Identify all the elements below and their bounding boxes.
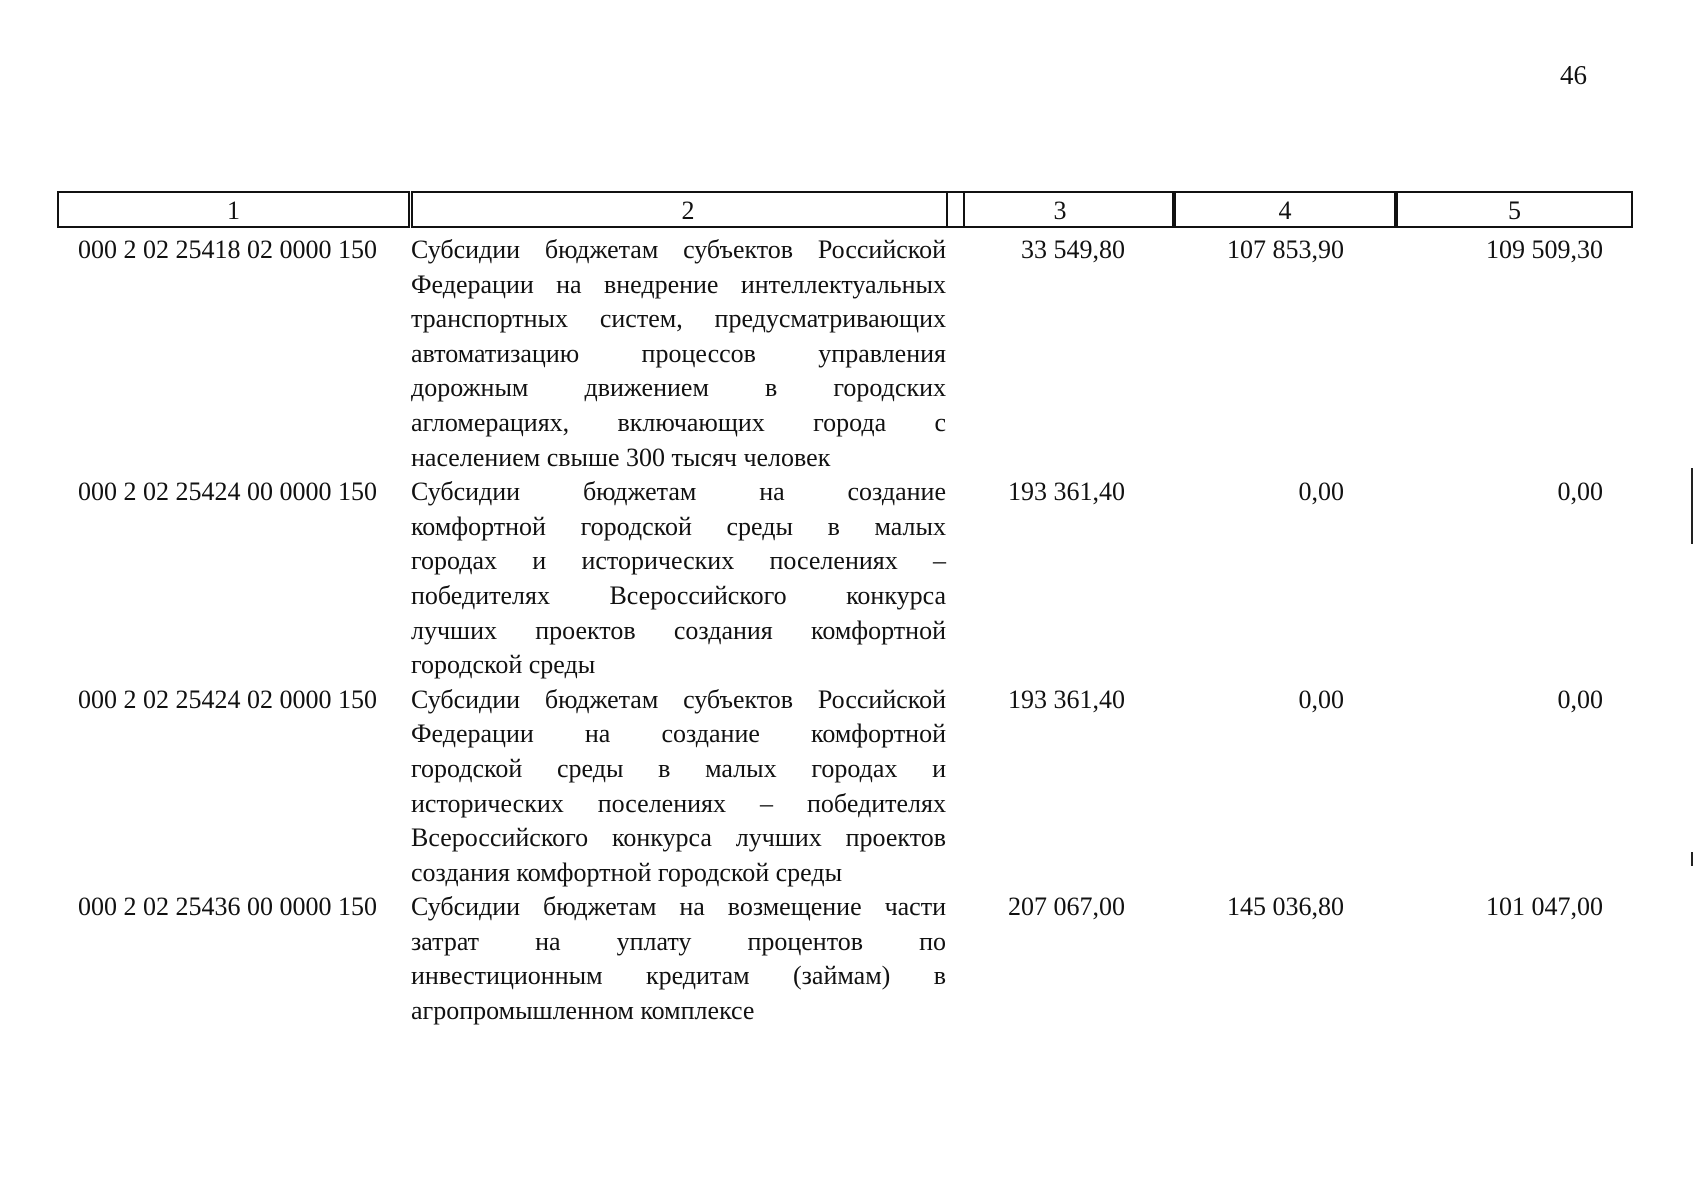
row-col5-value: 109 509,30 bbox=[1486, 235, 1603, 264]
description-line: Всероссийского конкурса лучших проектов bbox=[411, 823, 946, 853]
row-col4-value: 0,00 bbox=[1298, 684, 1344, 714]
row-description bbox=[411, 890, 946, 1028]
description-line: Субсидии бюджетам субъектов Российской bbox=[411, 235, 946, 264]
row-col3-value: 193 361,40 bbox=[1008, 477, 1125, 507]
description-line: Субсидии бюджетам на возмещение части bbox=[411, 892, 946, 922]
description-line: лучших проектов создания комфортной bbox=[411, 615, 946, 645]
description-line: комфортной городской среды в малых bbox=[411, 511, 946, 541]
description-line: Федерации на внедрение интеллектуальных bbox=[411, 269, 946, 299]
table-row bbox=[57, 233, 1633, 475]
header-cell-3: 3 bbox=[946, 191, 1174, 228]
row-col3-value: 207 067,00 bbox=[1008, 892, 1125, 922]
description-line: городской среды в малых городах и bbox=[411, 753, 946, 783]
description-line: Субсидии бюджетам субъектов Российской bbox=[411, 684, 946, 714]
page-number: 46 bbox=[1560, 60, 1587, 90]
description-line: населением свыше 300 тысяч человек bbox=[411, 442, 831, 472]
table-header bbox=[57, 191, 1633, 230]
table-row bbox=[57, 683, 1633, 891]
row-description bbox=[411, 475, 946, 683]
row-col3-value: 193 361,40 bbox=[1008, 684, 1125, 714]
table-row bbox=[57, 890, 1633, 1028]
row-code: 000 2 02 25424 00 0000 150 bbox=[78, 477, 377, 507]
description-line: инвестиционным кредитам (займам) в bbox=[411, 961, 946, 991]
row-description bbox=[411, 233, 946, 475]
row-col5-value: 0,00 bbox=[1557, 477, 1603, 507]
description-line: дорожным движением в городских bbox=[411, 373, 946, 403]
scan-margin-mark bbox=[1691, 852, 1693, 866]
row-col4-value: 0,00 bbox=[1298, 477, 1344, 507]
row-col3-value: 33 549,80 bbox=[1021, 235, 1125, 264]
description-line: Федерации на создание комфортной bbox=[411, 719, 946, 749]
row-col5-value: 101 047,00 bbox=[1486, 892, 1603, 922]
description-line: городской среды bbox=[411, 650, 596, 680]
header-cell-1: 1 bbox=[57, 191, 410, 228]
row-col4-value: 107 853,90 bbox=[1227, 235, 1344, 264]
header-cell-2: 2 bbox=[411, 191, 965, 228]
row-description bbox=[411, 683, 946, 891]
row-code: 000 2 02 25418 02 0000 150 bbox=[78, 235, 377, 264]
description-line: агропромышленном комплексе bbox=[411, 996, 755, 1026]
description-line: автоматизацию процессов управления bbox=[411, 338, 946, 368]
description-line: затрат на уплату процентов по bbox=[411, 926, 946, 956]
row-col5-value: 0,00 bbox=[1557, 684, 1603, 714]
row-col4-value: 145 036,80 bbox=[1227, 892, 1344, 922]
description-line: победителях Всероссийского конкурса bbox=[411, 580, 946, 610]
description-line: создания комфортной городской среды bbox=[411, 857, 843, 887]
scan-margin-mark bbox=[1691, 468, 1693, 544]
description-line: транспортных систем, предусматривающих bbox=[411, 304, 946, 334]
description-line: агломерациях, включающих города с bbox=[411, 407, 946, 437]
table-row bbox=[57, 475, 1633, 683]
description-line: Субсидии бюджетам на создание bbox=[411, 477, 946, 507]
header-cell-5: 5 bbox=[1396, 191, 1633, 228]
row-code: 000 2 02 25436 00 0000 150 bbox=[78, 892, 377, 922]
row-code: 000 2 02 25424 02 0000 150 bbox=[78, 684, 377, 714]
table-body bbox=[57, 233, 1633, 1029]
header-cell-4: 4 bbox=[1174, 191, 1396, 228]
description-line: городах и исторических поселениях – bbox=[411, 546, 946, 576]
description-line: исторических поселениях – победителях bbox=[411, 788, 946, 818]
